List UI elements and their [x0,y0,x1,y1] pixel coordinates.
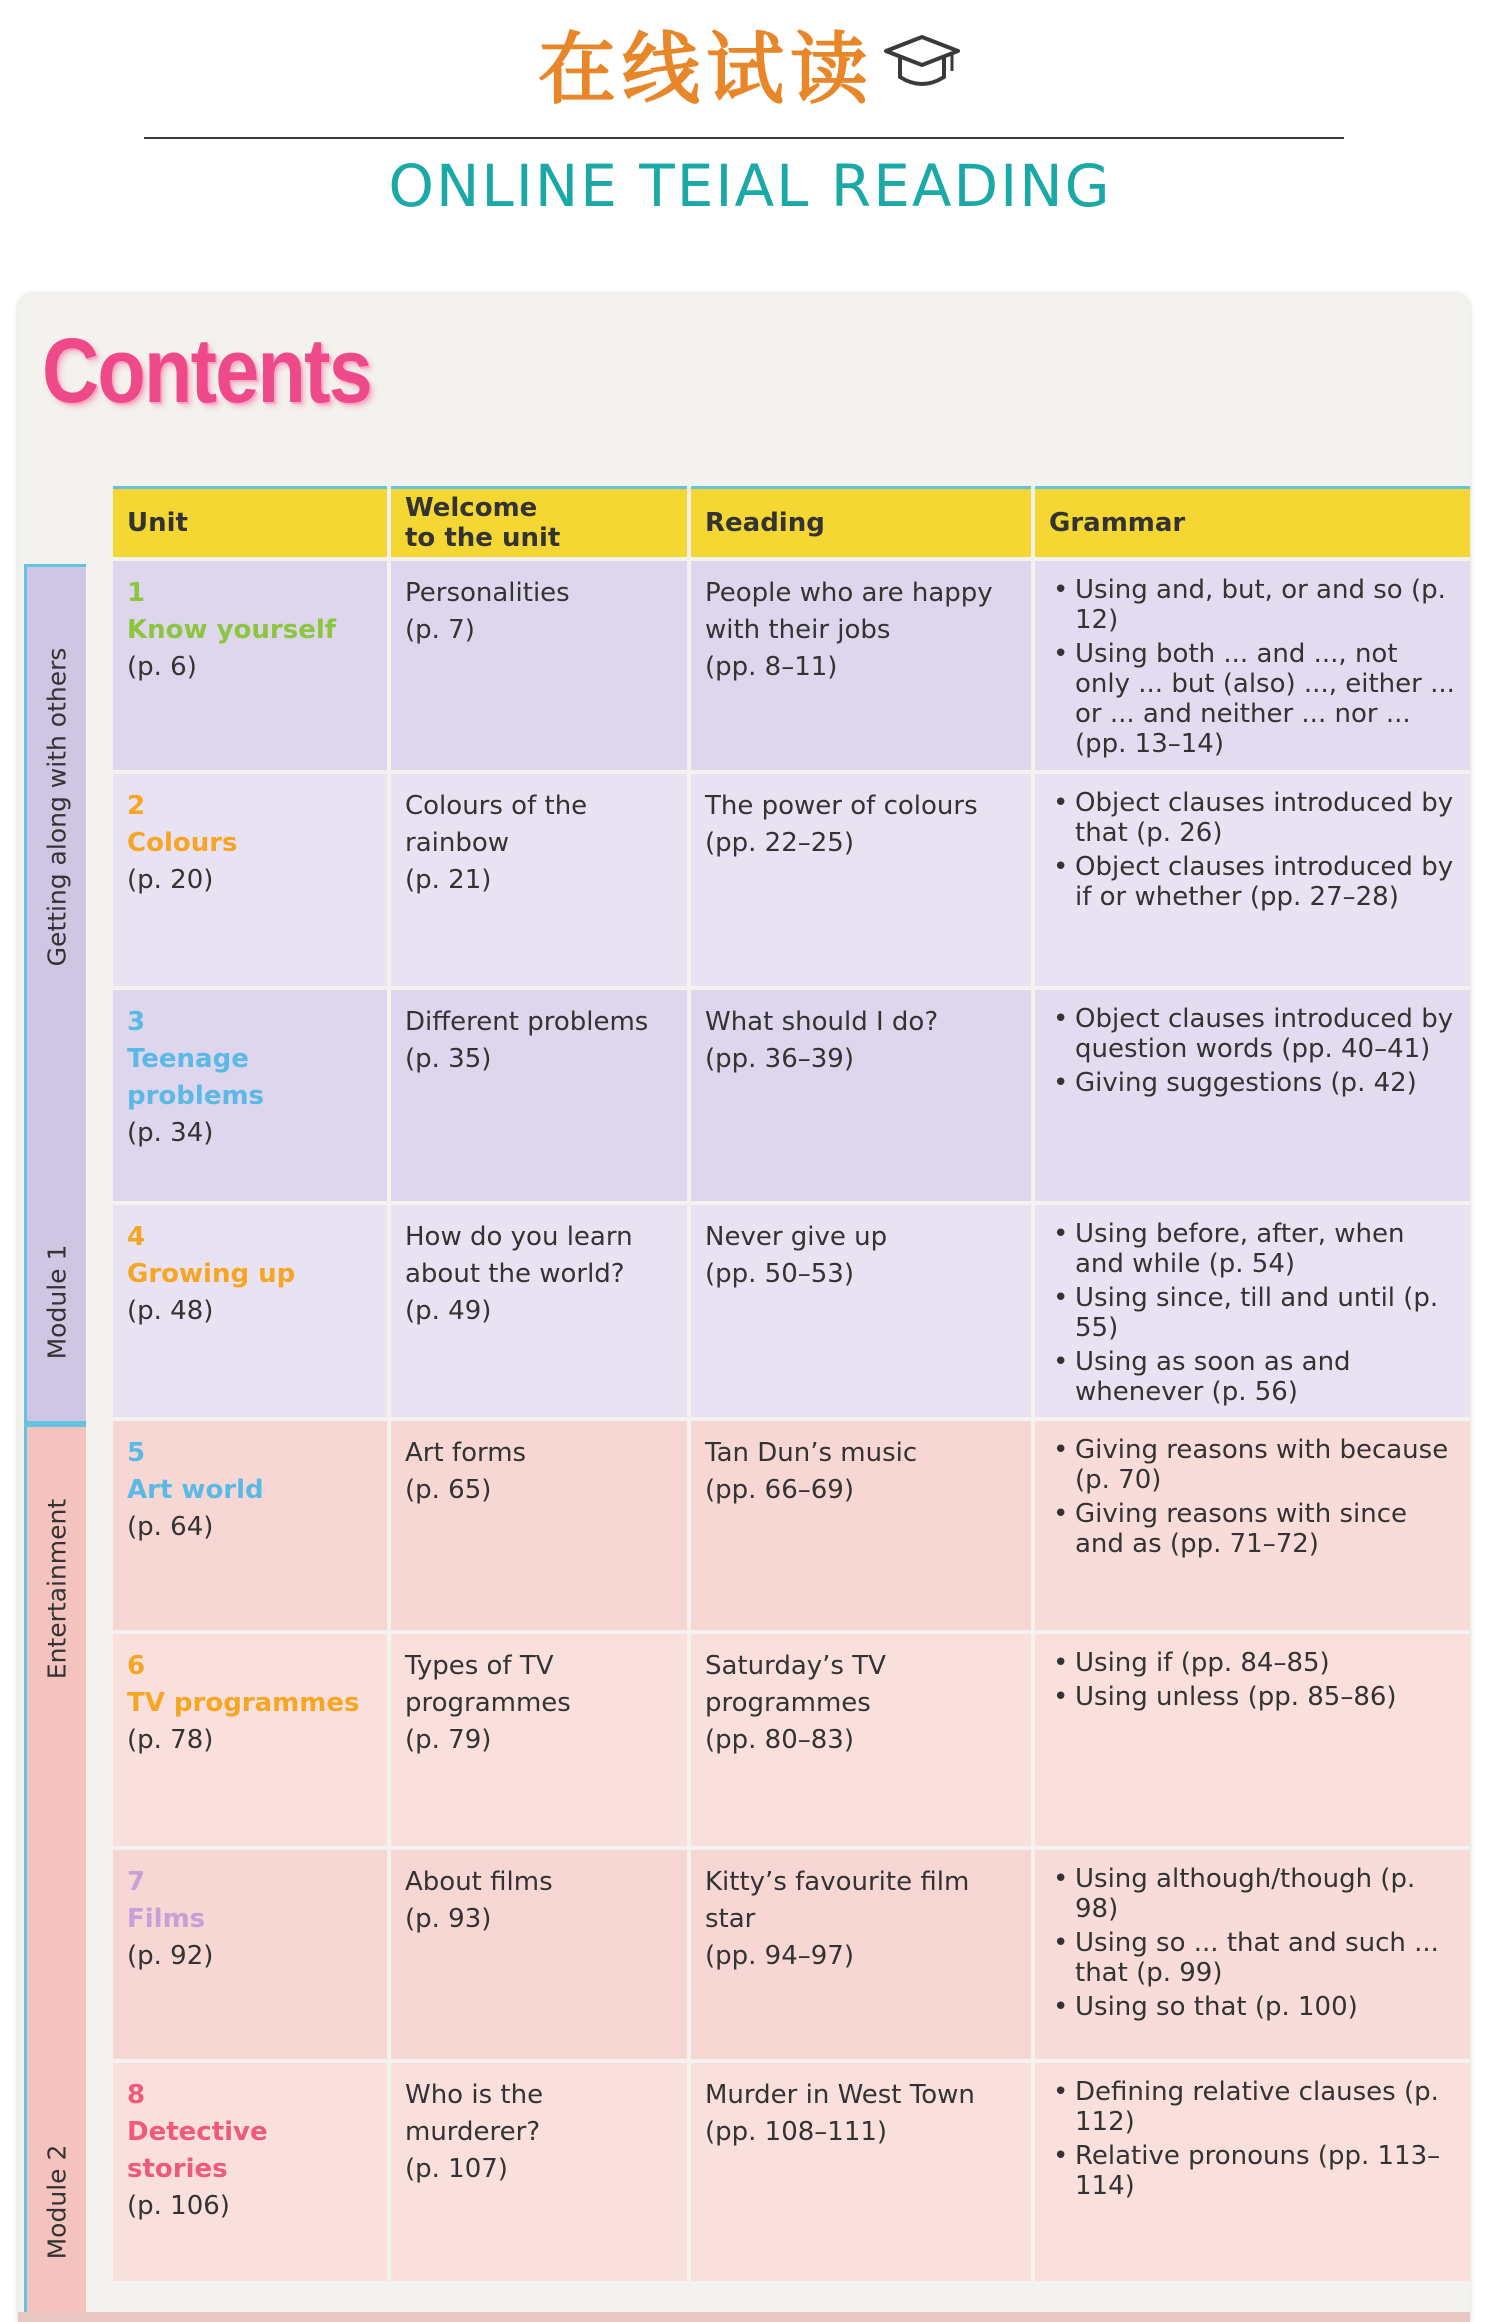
reading-title: Saturday’s TV programmes [705,1651,886,1718]
module2-sidebar: Entertainment Module 2 [24,1424,86,2322]
unit-title: Teenage problems [127,1044,265,1111]
unit-page: (p. 6) [127,652,197,682]
welcome-page: (p. 107) [405,2154,508,2184]
reading-cell [689,559,1033,772]
welcome-cell [389,772,689,988]
table-row [113,2061,1470,2281]
reading-cell [689,1203,1033,1419]
module1-sidebar: Getting along with others Module 1 [24,564,86,1424]
welcome-cell [389,1848,689,2061]
grammar-list [1049,1648,1456,1712]
reading-cell [689,1848,1033,2061]
grammar-cell [1033,1203,1470,1419]
reading-title: Tan Dun’s music [705,1438,918,1468]
welcome-cell [389,1419,689,1632]
table-row [113,559,1470,772]
grammar-point: • Object clauses introduced by question words (pp. 40–41) [1049,1004,1456,1064]
reading-page: (pp. 50–53) [705,1259,854,1289]
welcome-title: Personalities [405,578,570,608]
reading-cell [689,2061,1033,2281]
table-row [113,1848,1470,2061]
banner-subtitle: ONLINE TEIAL READING [388,152,1112,220]
table-row [113,988,1470,1203]
table-row [113,1203,1470,1419]
grammar-list [1049,1435,1456,1559]
grammar-list [1049,788,1456,912]
table-row [113,1419,1470,1632]
unit-number: 3 [127,1007,146,1037]
unit-cell [113,1632,389,1848]
grammar-point: • Using as soon as and whenever (p. 56) [1049,1347,1456,1407]
contents-table [113,486,1470,2281]
unit-number: 4 [127,1222,146,1252]
welcome-cell [389,988,689,1203]
unit-title: Colours [127,828,238,858]
unit-page: (p. 20) [127,865,214,895]
grammar-point: • Using and, but, or and so (p. 12) [1049,575,1456,635]
grammar-point: • Using before, after, when and while (p. 54) [1049,1219,1456,1279]
unit-cell [113,559,389,772]
banner-title [0,22,1500,123]
welcome-cell [389,1632,689,1848]
reading-cell [689,1419,1033,1632]
reading-page: (pp. 80–83) [705,1725,854,1755]
unit-title: TV programmes [127,1688,360,1718]
grammar-point: • Using if (pp. 84–85) [1049,1648,1456,1678]
welcome-title: Who is the murderer? [405,2080,544,2147]
welcome-page: (p. 7) [405,615,475,645]
grammar-point: • Giving suggestions (p. 42) [1049,1068,1456,1098]
grammar-cell [1033,772,1470,988]
unit-number: 5 [127,1438,146,1468]
reading-page: (pp. 22–25) [705,828,854,858]
welcome-title: About films [405,1867,553,1897]
reading-title: Kitty’s favourite film star [705,1867,970,1934]
reading-title: People who are happy with their jobs [705,578,993,645]
unit-page: (p. 48) [127,1296,214,1326]
grammar-point: • Using unless (pp. 85–86) [1049,1682,1456,1712]
reading-page: (pp. 66–69) [705,1475,854,1505]
grammar-cell [1033,988,1470,1203]
grammar-point: • Giving reasons with because (p. 70) [1049,1435,1456,1495]
grammar-point: • Using although/though (p. 98) [1049,1864,1456,1924]
grammar-point: • Using since, till and until (p. 55) [1049,1283,1456,1343]
unit-cell [113,1848,389,2061]
welcome-cell [389,559,689,772]
welcome-page: (p. 49) [405,1296,492,1326]
welcome-title: Different problems [405,1007,649,1037]
contents-title: Contents [42,320,372,422]
unit-number: 1 [127,578,146,608]
unit-page: (p. 64) [127,1512,214,1542]
banner-divider [144,137,1344,139]
welcome-page: (p. 93) [405,1904,492,1934]
unit-page: (p. 92) [127,1941,214,1971]
grammar-list [1049,1219,1456,1407]
unit-cell [113,1203,389,1419]
grammar-point: • Defining relative clauses (p. 112) [1049,2077,1456,2137]
grammar-cell [1033,1632,1470,1848]
grammar-cell [1033,1848,1470,2061]
graduation-cap-icon [882,21,962,117]
welcome-page: (p. 35) [405,1044,492,1074]
unit-cell [113,2061,389,2281]
unit-number: 2 [127,791,146,821]
header-unit: Unit [113,488,389,560]
unit-number: 6 [127,1651,146,1681]
reading-title: Never give up [705,1222,888,1252]
contents-page [18,294,1470,2322]
grammar-point: • Using so that (p. 100) [1049,1992,1456,2022]
welcome-cell [389,1203,689,1419]
unit-number: 8 [127,2080,146,2110]
reading-cell [689,988,1033,1203]
grammar-point: • Giving reasons with since and as (pp. 71–72) [1049,1499,1456,1559]
welcome-page: (p. 79) [405,1725,492,1755]
reading-cell [689,1632,1033,1848]
grammar-point: • Object clauses introduced by that (p. 26) [1049,788,1456,848]
unit-title: Films [127,1904,206,1934]
welcome-title: Types of TV programmes [405,1651,571,1718]
reading-page: (pp. 36–39) [705,1044,854,1074]
unit-title: Detective stories [127,2117,268,2184]
table-row [113,1632,1470,1848]
welcome-title: Art forms [405,1438,527,1468]
reading-page: (pp. 8–11) [705,652,838,682]
welcome-page: (p. 65) [405,1475,492,1505]
page-bottom-border [18,2312,1470,2322]
welcome-title: How do you learn about the world? [405,1222,633,1289]
unit-page: (p. 106) [127,2191,230,2221]
unit-title: Art world [127,1475,264,1505]
welcome-cell [389,2061,689,2281]
grammar-cell [1033,559,1470,772]
header-reading: Reading [689,488,1033,560]
banner-title-text: 在线试读 [537,25,874,115]
grammar-point: • Using so ... that and such ... that (p. 99) [1049,1928,1456,1988]
unit-cell [113,988,389,1203]
grammar-list [1049,2077,1456,2201]
unit-title: Growing up [127,1259,296,1289]
header-grammar: Grammar [1033,488,1470,560]
unit-page: (p. 78) [127,1725,214,1755]
reading-cell [689,772,1033,988]
grammar-list [1049,575,1456,759]
grammar-list [1049,1864,1456,2022]
welcome-title: Colours of the rainbow [405,791,588,858]
grammar-cell [1033,1419,1470,1632]
unit-cell [113,772,389,988]
reading-page: (pp. 108–111) [705,2117,888,2147]
reading-title: The power of colours [705,791,978,821]
reading-page: (pp. 94–97) [705,1941,854,1971]
header-welcome: Welcome to the unit [389,488,689,560]
grammar-cell [1033,2061,1470,2281]
welcome-page: (p. 21) [405,865,492,895]
unit-page: (p. 34) [127,1118,214,1148]
grammar-list [1049,1004,1456,1098]
reading-title: What should I do? [705,1007,939,1037]
table-header-row [113,488,1470,560]
grammar-point: • Relative pronouns (pp. 113–114) [1049,2141,1456,2201]
grammar-point: • Using both ... and ..., not only ... but (also) ..., either ... or ... and neither ... nor ... (pp. 13–14) [1049,639,1456,759]
unit-number: 7 [127,1867,146,1897]
unit-title: Know yourself [127,615,337,645]
table-row [113,772,1470,988]
unit-cell [113,1419,389,1632]
grammar-point: • Object clauses introduced by if or whether (pp. 27–28) [1049,852,1456,912]
reading-title: Murder in West Town [705,2080,975,2110]
